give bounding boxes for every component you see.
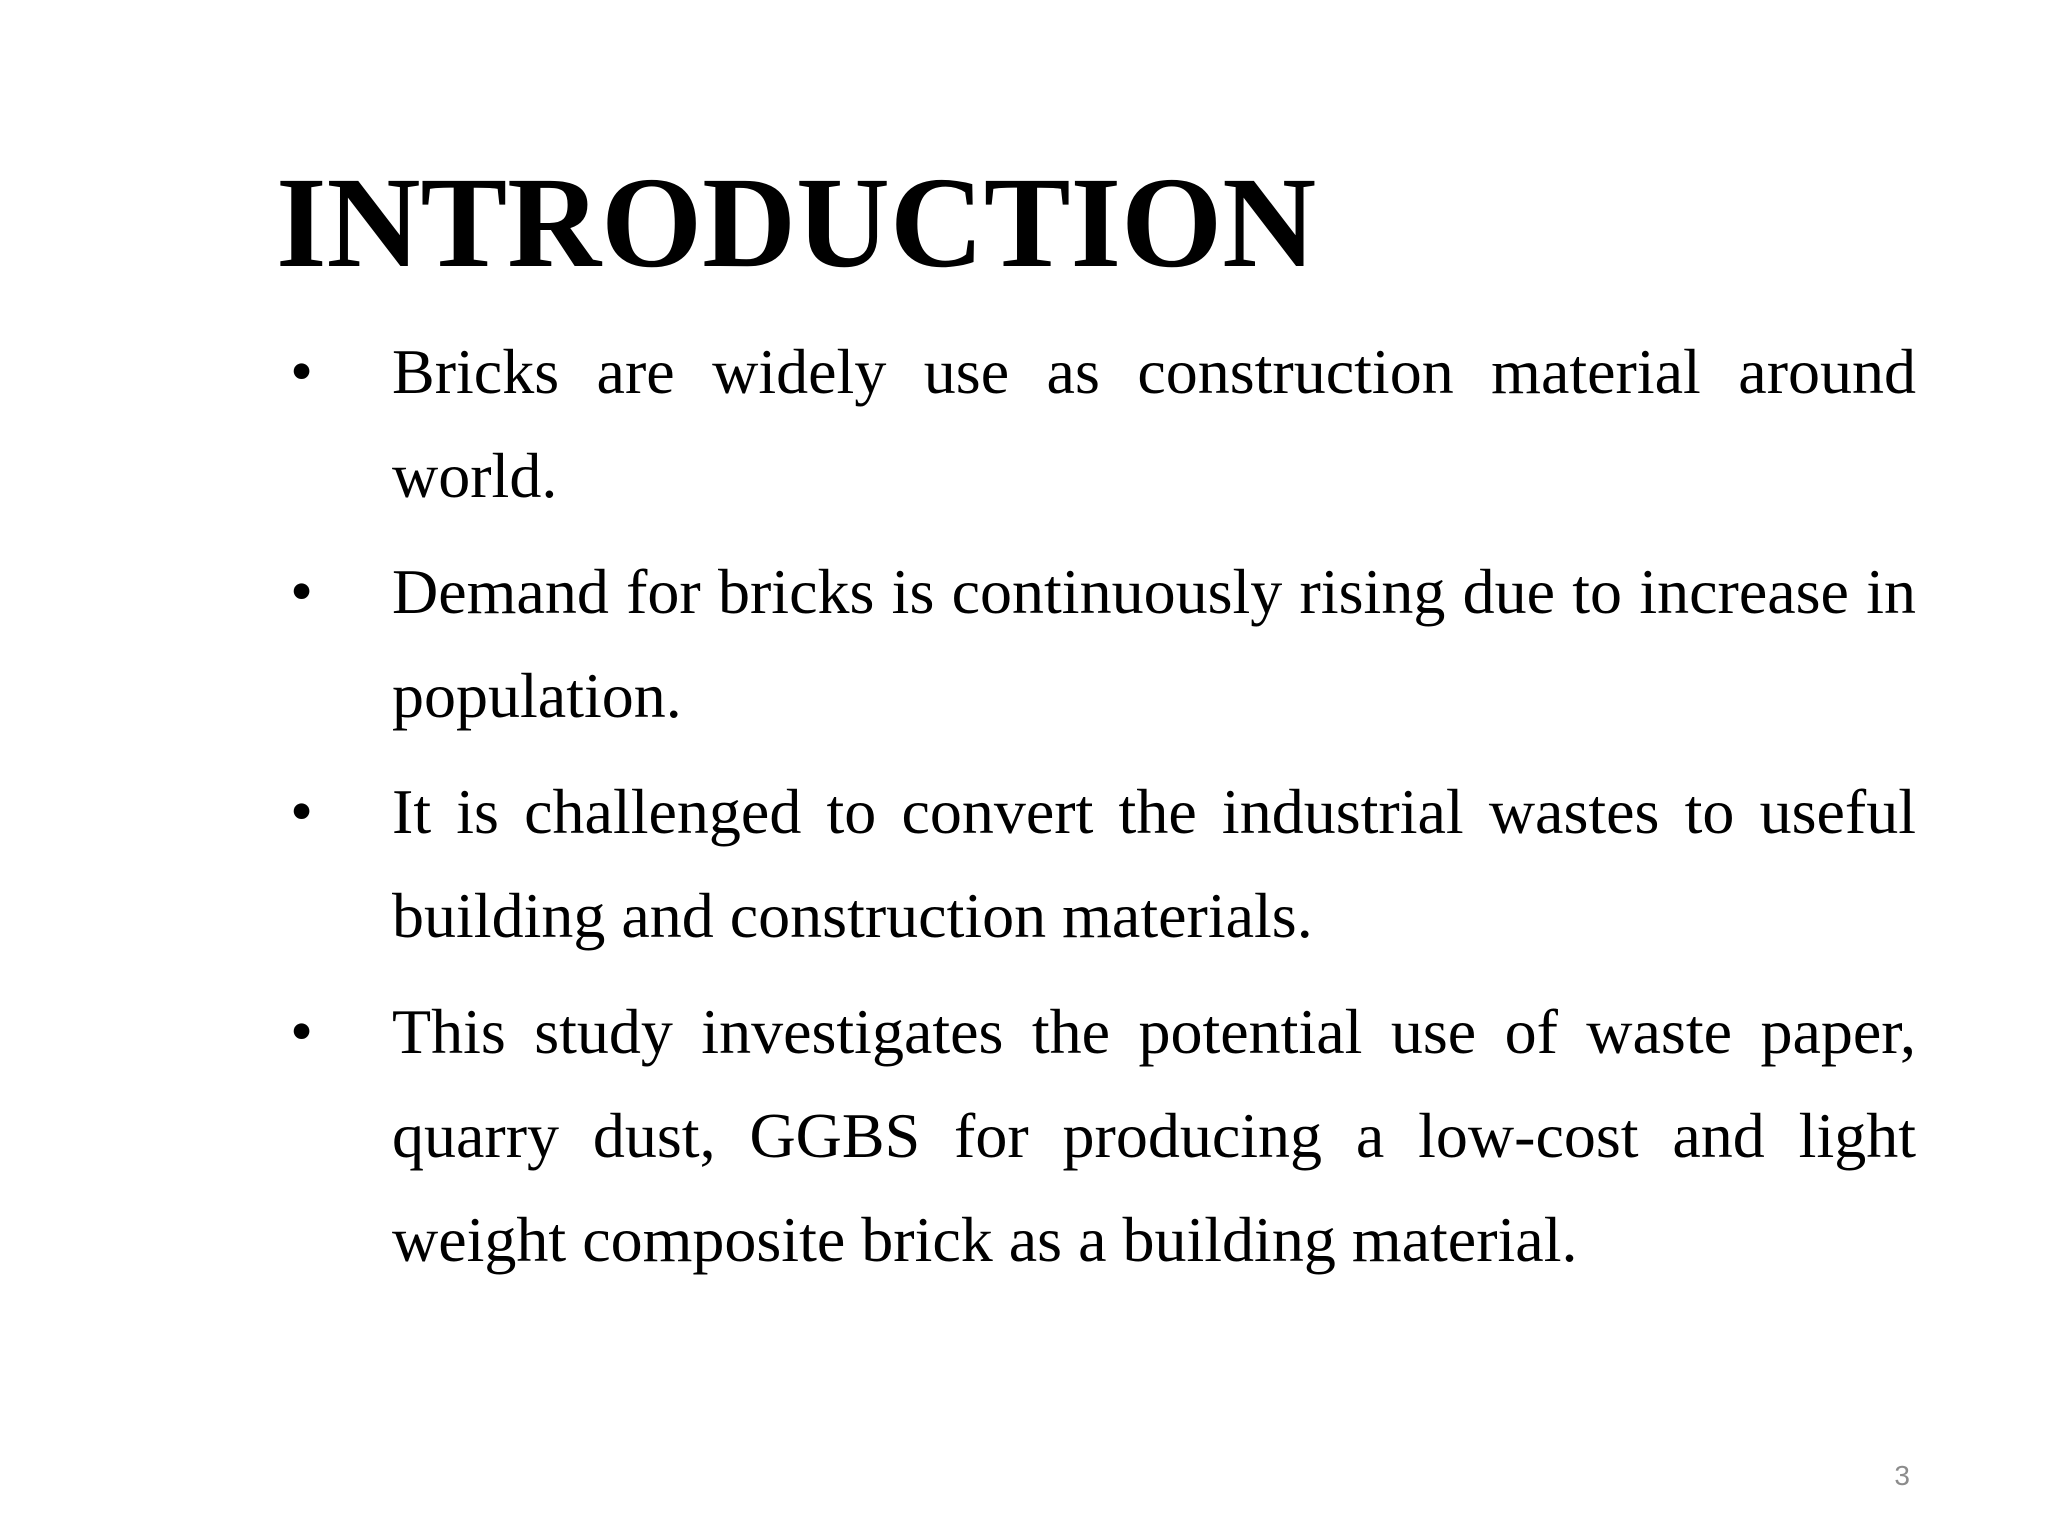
bullet-text: Bricks are widely use as construction material around world. (392, 336, 1916, 511)
bullet-icon: • (290, 995, 314, 1068)
bullet-item (290, 540, 1916, 748)
bullet-text: This study investigates the potential use of waste paper, quarry dust, GGBS for producing a low-cost and light weight composite brick as a building material. (392, 996, 1916, 1275)
bullet-icon: • (290, 555, 314, 628)
bullet-icon: • (290, 775, 314, 848)
bullet-icon: • (290, 335, 314, 408)
bullet-item (290, 980, 1916, 1292)
page-number: 3 (1894, 1460, 1910, 1491)
bullet-item (290, 760, 1916, 968)
bullet-item (290, 320, 1916, 528)
bullet-text: It is challenged to convert the industrial wastes to useful building and construction materials. (392, 776, 1916, 951)
bullet-list (290, 320, 1916, 1304)
bullet-text: Demand for bricks is continuously rising due to increase in population. (392, 556, 1916, 731)
slide-title: INTRODUCTION (276, 151, 1317, 295)
